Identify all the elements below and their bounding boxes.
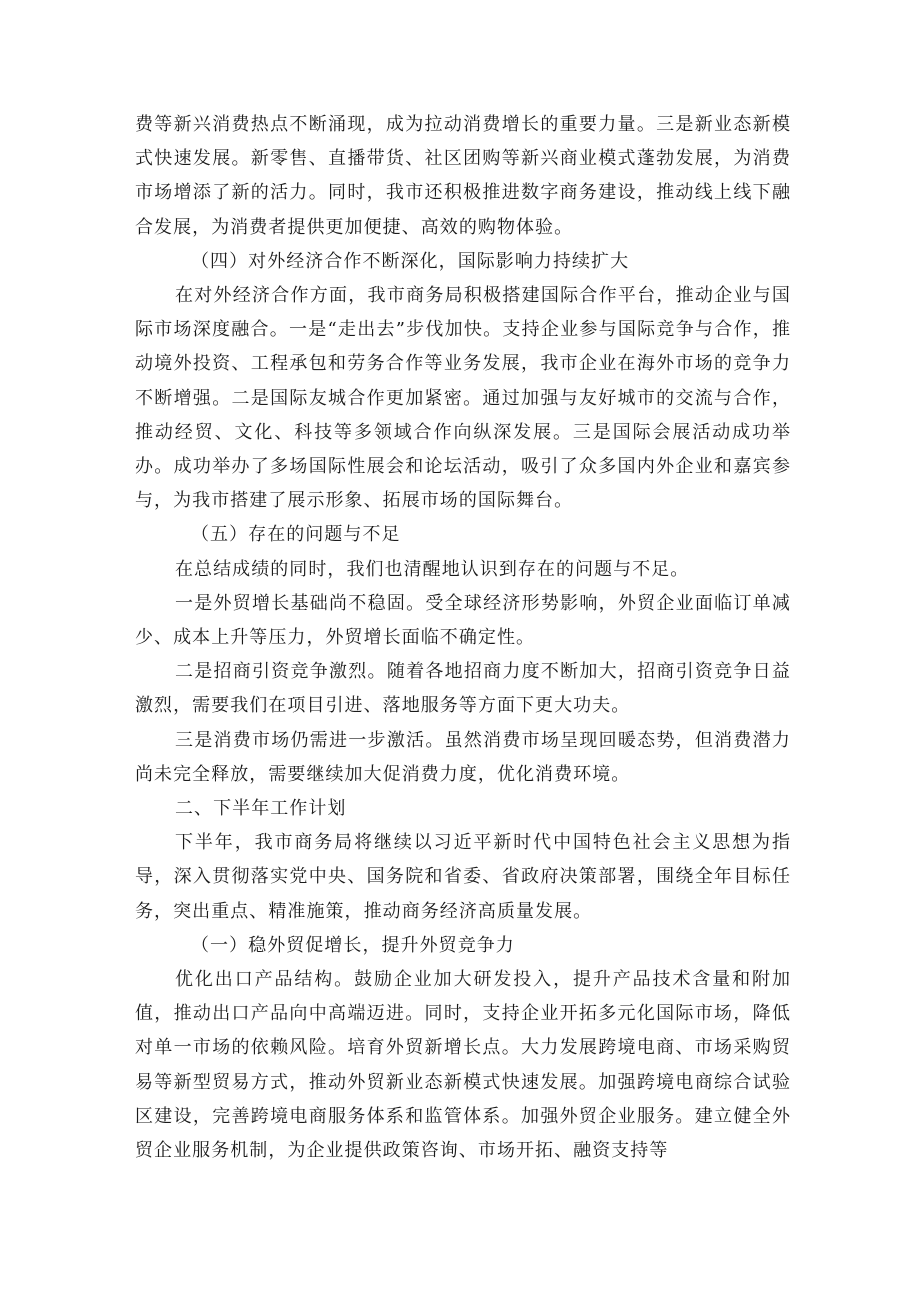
paragraph-problems-intro: 在总结成绩的同时，我们也清醒地认识到存在的问题与不足。 — [175, 558, 690, 580]
paragraph-consumption-continued: 费等新兴消费热点不断涌现，成为拉动消费增长的重要力量。三是新业态新模式快速发展。新零售、直播带货、社区团购等新兴商业模式蓬勃发展，为消费市场增添了新的活力。同时，我市还积极推进数字商务建设，推动线上线下融合发展，为消费者提供更加便捷、高效的购物体验。 — [135, 114, 791, 238]
paragraph-foreign-cooperation: 在对外经济合作方面，我市商务局积极搭建国际合作平台，推动企业与国际市场深度融合。一是“走出去”步伐加快。支持企业参与国际竞争与合作，推动境外投资、工程承包和劳务合作等业务发展，我市企业在海外市场的竞争力不断增强。二是国际友城合作更加紧密。通过加强与友好城市的交流与合作，推动经贸、文化、科技等多领域合作向纵深发展。三是国际会展活动成功举办。成功举办了多场国际性展会和论坛活动，吸引了众多国内外企业和嘉宾参与，为我市搭建了展示形象、拓展市场的国际舞台。 — [135, 285, 791, 512]
subheading-stabilize-trade: （一）稳外贸促增长，提升外贸竞争力 — [191, 934, 515, 956]
subheading-problems: （五）存在的问题与不足 — [191, 524, 401, 546]
document-body — [135, 108, 791, 1168]
section-heading-work-plan: 二、下半年工作计划 — [175, 798, 347, 820]
paragraph-work-plan-intro: 下半年，我市商务局将继续以习近平新时代中国特色社会主义思想为指导，深入贯彻落实党中央、国务院和省委、省政府决策部署，围绕全年目标任务，突出重点、精准施策，推动商务经济高质量发展。 — [135, 832, 791, 922]
paragraph-problem-one: 一是外贸增长基础尚不稳固。受全球经济形势影响，外贸企业面临订单减少、成本上升等压力，外贸增长面临不确定性。 — [135, 592, 791, 649]
subheading-foreign-cooperation: （四）对外经济合作不断深化，国际影响力持续扩大 — [191, 250, 630, 272]
paragraph-stabilize-trade: 优化出口产品结构。鼓励企业加大研发投入，提升产品技术含量和附加值，推动出口产品向中高端迈进。同时，支持企业开拓多元化国际市场，降低对单一市场的依赖风险。培育外贸新增长点。大力发展跨境电商、市场采购贸易等新型贸易方式，推动外贸新业态新模式快速发展。加强跨境电商综合试验区建设，完善跨境电商服务体系和监管体系。加强外贸企业服务。建立健全外贸企业服务机制，为企业提供政策咨询、市场开拓、融资支持等 — [135, 969, 791, 1162]
paragraph-problem-three: 三是消费市场仍需进一步激活。虽然消费市场呈现回暖态势，但消费潜力尚未完全释放，需要继续加大促消费力度，优化消费环境。 — [135, 729, 791, 785]
paragraph-problem-two: 二是招商引资竞争激烈。随着各地招商力度不断加大，招商引资竞争日益激烈，需要我们在项目引进、落地服务等方面下更大功夫。 — [135, 661, 791, 717]
